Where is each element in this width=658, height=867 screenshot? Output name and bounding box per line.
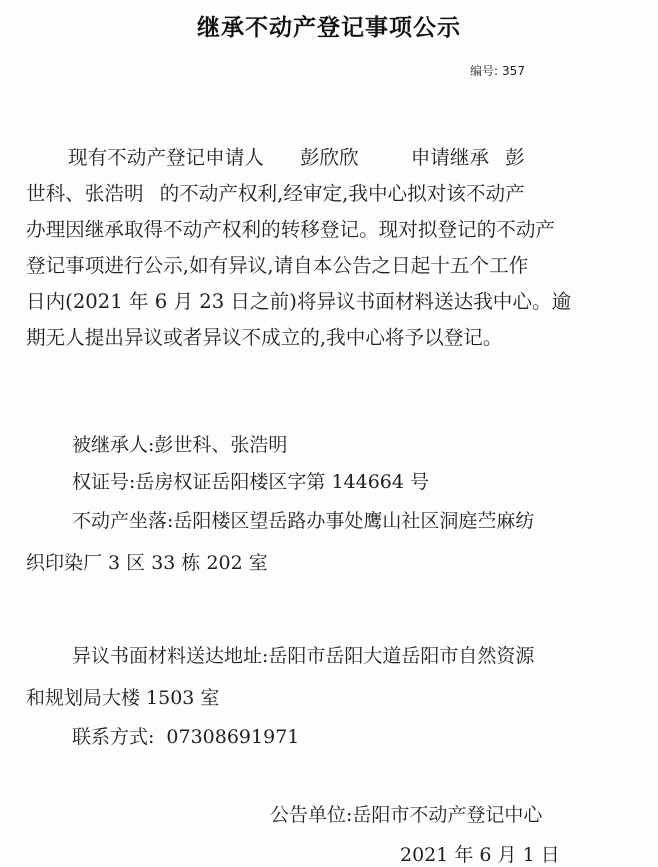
notice-line-5: 日内(2021 年 6 月 23 日之前)将异议书面材料送达我中心。逾: [26, 290, 572, 313]
notice-text: 的不动产权利,经审定,我中心拟对该不动产: [159, 182, 525, 205]
document-number: [470, 62, 525, 79]
notice-text: 彭: [505, 146, 525, 169]
issuing-unit-value: 岳阳市不动产登记中心: [352, 804, 543, 826]
certificate-field: [72, 467, 429, 494]
notice-text: 现有不动产登记申请人: [68, 146, 264, 169]
document-title: 继承不动产登记事项公示: [197, 15, 461, 41]
document-number-label: 编号:: [470, 64, 499, 78]
notice-text: 世科、张浩明: [26, 182, 144, 205]
address-value-line1: 岳阳市岳阳大道岳阳市自然资源: [268, 645, 535, 667]
decedent-field: [72, 430, 287, 457]
applicant-name: 彭欣欣: [299, 146, 359, 169]
location-field: [26, 500, 630, 584]
notice-line-6: 期无人提出异议或者异议不成立的,我中心将予以登记。: [26, 326, 503, 349]
contact-field: [72, 722, 299, 749]
notice-line-3: 办理因继承取得不动产权利的转移登记。现对拟登记的不动产: [26, 218, 556, 241]
contact-label: 联系方式:: [72, 726, 155, 748]
notice-paragraph: [26, 140, 626, 356]
address-value-line2: 和规划局大楼 1503 室: [26, 687, 220, 709]
decedent-label: 被继承人:: [72, 434, 155, 456]
notice-line-1: [26, 140, 626, 176]
certificate-value: 岳房权证岳阳楼区字第 144664 号: [135, 471, 430, 493]
location-label: 不动产坐落:: [72, 510, 174, 532]
notice-line-4: 登记事项进行公示,如有异议,请自本公告之日起十五个工作: [26, 254, 529, 277]
location-value-line1: 岳阳楼区望岳路办事处鹰山社区洞庭苎麻纺: [173, 510, 535, 532]
issuing-unit: [270, 800, 542, 827]
certificate-label: 权证号:: [72, 471, 136, 493]
contact-value: 07308691971: [166, 726, 300, 748]
issue-date: 2021 年 6 月 1 日: [400, 844, 560, 866]
address-field: [26, 635, 630, 719]
document-number-value: 357: [502, 64, 525, 78]
notice-text: 申请继承: [410, 146, 490, 169]
location-value-line2: 织印染厂 3 区 33 栋 202 室: [26, 552, 268, 574]
address-label: 异议书面材料送达地址:: [72, 645, 269, 667]
issuing-unit-label: 公告单位:: [270, 804, 353, 826]
notice-line-2: [26, 176, 626, 212]
decedent-value: 彭世科、张浩明: [154, 434, 288, 456]
